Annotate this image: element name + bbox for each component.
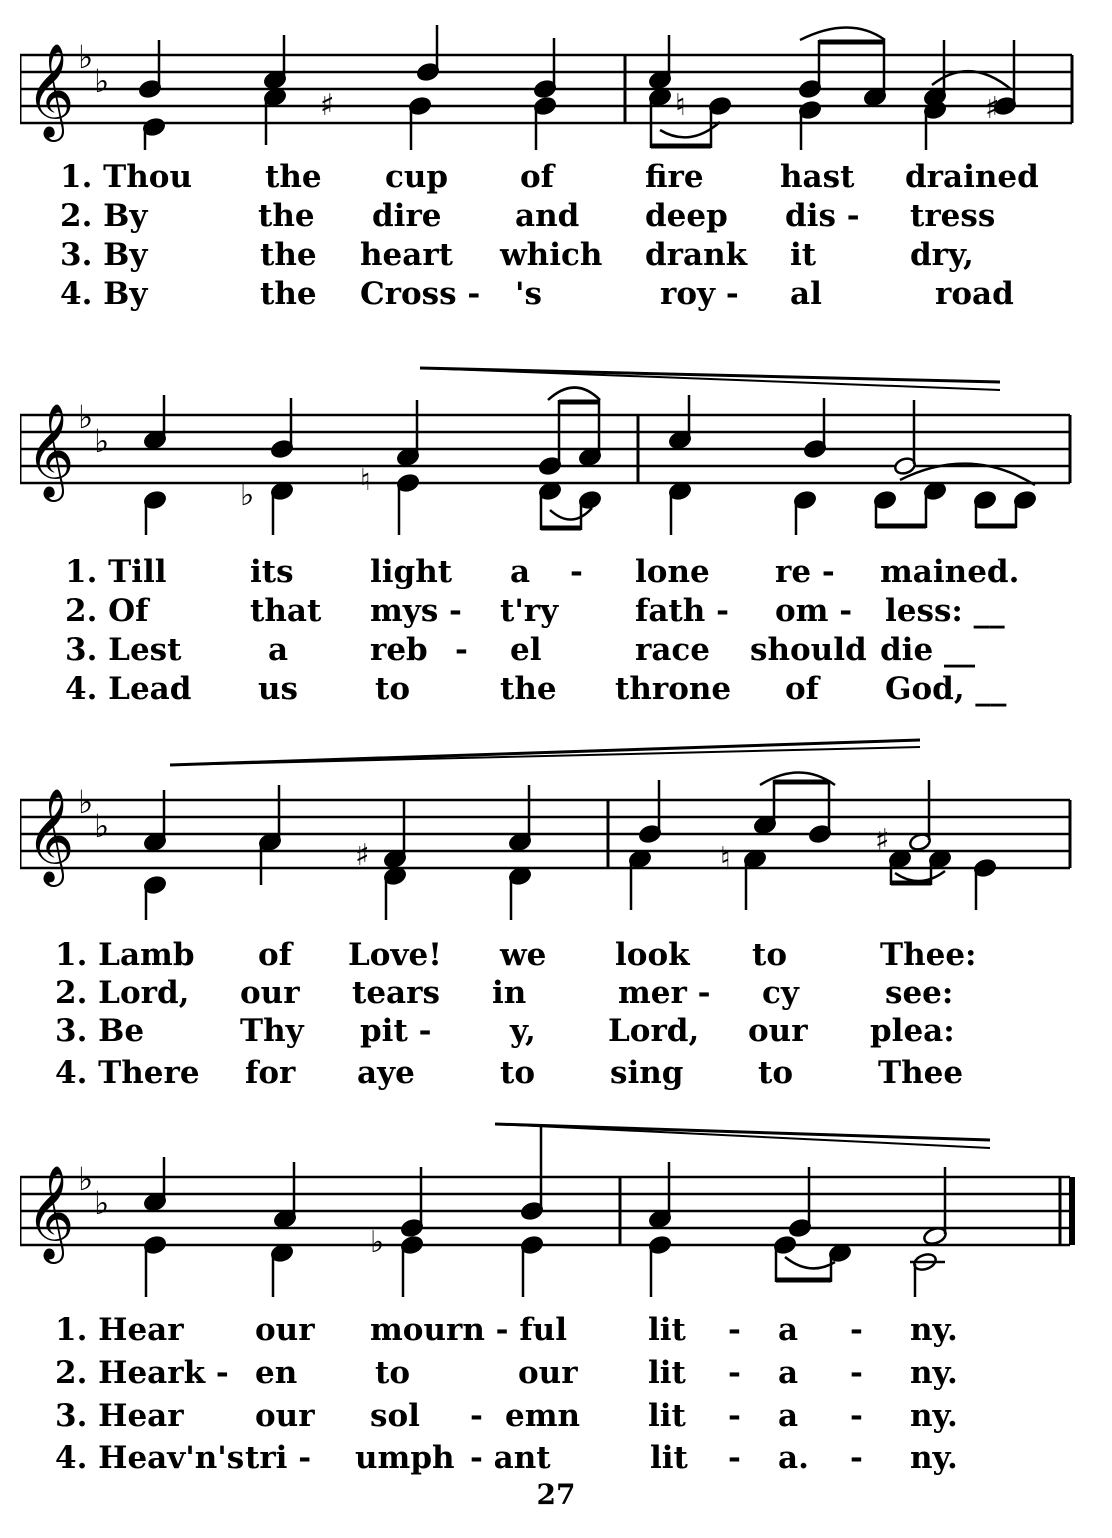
lyric-syllable: road: [935, 276, 1014, 312]
lyric-syllable: umph: [355, 1440, 455, 1476]
lyric-syllable: our: [255, 1312, 315, 1348]
lyric-syllable: 1. Till: [65, 554, 167, 590]
flat-icon: ♭: [78, 398, 94, 436]
verse-line-3: [0, 1011, 1112, 1051]
lyric-syllable: 2. Lord,: [55, 975, 190, 1011]
lyric-syllable: 4. Lead: [65, 671, 192, 707]
lyric-syllable: 's: [515, 276, 542, 312]
lyric-syllable: fire: [645, 159, 704, 195]
lyric-syllable: its: [250, 554, 294, 590]
lyric-syllable: -: [570, 554, 583, 590]
lyric-syllable: 1. Thou: [60, 159, 192, 195]
lyric-syllable: and: [515, 198, 580, 234]
lyric-syllable: -: [850, 1312, 863, 1348]
lyric-syllable: y,: [510, 1013, 536, 1049]
lyric-syllable: a: [510, 554, 531, 590]
lyric-syllable: tears: [352, 975, 440, 1011]
lyric-syllable: to: [500, 1055, 535, 1091]
lyric-syllable: of: [258, 937, 293, 973]
lyric-syllable: God, __: [885, 671, 1007, 707]
lyric-syllable: the: [258, 198, 315, 234]
lyric-syllable: of: [785, 671, 820, 707]
lyric-syllable: - ant: [470, 1440, 551, 1476]
lyric-syllable: 3. Hear: [55, 1398, 184, 1434]
verse-line-1: [0, 935, 1112, 975]
lyric-syllable: Thee: [878, 1055, 964, 1091]
lyric-syllable: look: [615, 937, 690, 973]
svg-text:♯: ♯: [355, 838, 370, 873]
lyric-syllable: 3. Be: [55, 1013, 145, 1049]
lyric-syllable: ny.: [910, 1398, 958, 1434]
staff-3: [20, 735, 1100, 920]
lyric-syllable: the: [260, 237, 317, 273]
flat-icon: ♭: [78, 1160, 94, 1198]
lyric-syllable: Lord,: [608, 1013, 700, 1049]
lyric-syllable: -: [728, 1398, 741, 1434]
lyric-syllable: a: [778, 1355, 799, 1391]
lyric-syllable: the: [260, 276, 317, 312]
staff-4: [20, 1112, 1100, 1312]
lyric-syllable: our: [255, 1398, 315, 1434]
lyric-syllable: tress: [910, 198, 996, 234]
lyric-syllable: en: [255, 1355, 298, 1391]
lyric-syllable: to: [375, 1355, 410, 1391]
lyric-syllable: mourn - ful: [370, 1312, 567, 1348]
lyric-syllable: for: [245, 1055, 296, 1091]
lyric-syllable: 4. There: [55, 1055, 200, 1091]
lyric-syllable: our: [240, 975, 300, 1011]
lyric-syllable: our: [518, 1355, 578, 1391]
lyric-syllable: Cross -: [360, 276, 481, 312]
lyric-syllable: the: [265, 159, 322, 195]
lyric-syllable: 4. Heav'n's: [55, 1440, 245, 1476]
lyric-syllable: us: [258, 671, 298, 707]
svg-text:♭: ♭: [240, 478, 255, 513]
verse-line-1: [0, 552, 1112, 592]
lyric-syllable: reb: [370, 632, 428, 668]
verse-line-4: [0, 1438, 1112, 1478]
lyric-syllable: a: [778, 1398, 799, 1434]
lyric-syllable: -: [470, 1398, 483, 1434]
lyric-syllable: aye: [357, 1055, 415, 1091]
verse-line-2: [0, 196, 1112, 236]
lyric-syllable: 1. Lamb: [55, 937, 195, 973]
flat-icon: ♭: [78, 783, 94, 821]
lyric-syllable: -: [455, 632, 468, 668]
staff-1: [20, 0, 1100, 150]
lyric-syllable: Thy: [240, 1013, 304, 1049]
lyric-syllable: our: [748, 1013, 808, 1049]
lyric-syllable: Thee:: [880, 937, 977, 973]
lyric-syllable: race: [635, 632, 711, 668]
lyric-syllable: the: [500, 671, 557, 707]
lyric-syllable: cup: [385, 159, 449, 195]
treble-clef-icon: 𝄞: [26, 403, 75, 498]
lyric-syllable: tri -: [245, 1440, 312, 1476]
lyric-syllable: lit: [648, 1312, 686, 1348]
lyric-syllable: hast: [780, 159, 855, 195]
page-number: 27: [536, 1478, 576, 1511]
lyric-syllable: lit: [648, 1355, 686, 1391]
svg-text:♮: ♮: [675, 88, 686, 123]
lyric-syllable: deep: [645, 198, 728, 234]
lyric-syllable: it: [790, 237, 817, 273]
lyric-syllable: mained.: [880, 554, 1020, 590]
lyric-syllable: to: [375, 671, 410, 707]
lyric-syllable: to: [758, 1055, 793, 1091]
lyric-syllable: throne: [615, 671, 732, 707]
lyric-syllable: light: [370, 554, 453, 590]
lyric-syllable: should: [750, 632, 867, 668]
lyric-syllable: lit: [648, 1398, 686, 1434]
svg-text:♭: ♭: [370, 1225, 385, 1260]
lyric-syllable: roy -: [660, 276, 739, 312]
lyric-syllable: a: [268, 632, 289, 668]
lyric-syllable: sol: [370, 1398, 420, 1434]
verse-line-2: [0, 973, 1112, 1013]
lyric-syllable: -: [728, 1440, 741, 1476]
lyric-syllable: -: [850, 1440, 863, 1476]
verse-line-4: [0, 274, 1112, 314]
lyric-syllable: -: [850, 1398, 863, 1434]
lyric-syllable: mys -: [370, 593, 462, 629]
lyric-syllable: 2. Heark -: [55, 1355, 229, 1391]
verse-line-4: [0, 1053, 1112, 1093]
flat-icon: ♭: [94, 807, 110, 845]
verse-line-3: [0, 630, 1112, 670]
lyric-syllable: plea:: [870, 1013, 955, 1049]
lyric-syllable: sing: [610, 1055, 684, 1091]
lyric-syllable: die __: [880, 632, 975, 668]
verse-line-2: [0, 1353, 1112, 1393]
lyric-syllable: which: [500, 237, 603, 273]
flat-icon: ♭: [94, 422, 110, 460]
lyric-syllable: dry,: [910, 237, 974, 273]
lyric-syllable: drank: [645, 237, 748, 273]
lyric-syllable: el: [510, 632, 542, 668]
lyric-syllable: see:: [885, 975, 954, 1011]
lyric-syllable: 2. Of: [65, 593, 149, 629]
lyric-syllable: in: [492, 975, 527, 1011]
lyric-syllable: 4. By: [60, 276, 148, 312]
lyric-syllable: 2. By: [60, 198, 148, 234]
lyric-syllable: ny.: [910, 1440, 958, 1476]
lyric-syllable: fath -: [635, 593, 729, 629]
lyric-syllable: that: [250, 593, 322, 629]
lyric-syllable: dis -: [785, 198, 860, 234]
lyric-syllable: dire: [372, 198, 442, 234]
lyric-syllable: 3. By: [60, 237, 148, 273]
lyric-syllable: to: [752, 937, 787, 973]
flat-icon: ♭: [94, 62, 110, 100]
lyric-syllable: Love!: [348, 937, 442, 973]
verse-line-2: [0, 591, 1112, 631]
verse-line-4: [0, 669, 1112, 709]
lyric-syllable: a.: [778, 1440, 809, 1476]
lyric-syllable: om -: [775, 593, 853, 629]
verse-line-3: [0, 235, 1112, 275]
lyric-syllable: heart: [360, 237, 453, 273]
lyric-syllable: 3. Lest: [65, 632, 182, 668]
svg-text:♮: ♮: [720, 841, 731, 876]
lyric-syllable: we: [500, 937, 547, 973]
lyric-syllable: a: [778, 1312, 799, 1348]
lyric-syllable: lone: [635, 554, 710, 590]
svg-text:♯: ♯: [985, 91, 1000, 126]
lyric-syllable: emn: [505, 1398, 581, 1434]
lyric-syllable: cy: [762, 975, 799, 1011]
lyric-syllable: mer -: [618, 975, 711, 1011]
lyric-syllable: re -: [775, 554, 835, 590]
lyric-syllable: t'ry: [500, 593, 559, 629]
lyric-syllable: less: __: [885, 593, 1005, 629]
lyric-syllable: lit: [650, 1440, 688, 1476]
verse-line-3: [0, 1396, 1112, 1436]
lyric-syllable: al: [790, 276, 822, 312]
svg-text:♯: ♯: [320, 88, 335, 123]
lyric-syllable: -: [728, 1312, 741, 1348]
verse-line-1: [0, 1310, 1112, 1350]
lyric-syllable: -: [728, 1355, 741, 1391]
treble-clef-icon: 𝄞: [26, 788, 75, 883]
lyric-syllable: ny.: [910, 1312, 958, 1348]
verse-line-1: [0, 157, 1112, 197]
treble-clef-icon: 𝄞: [26, 1165, 75, 1260]
lyric-syllable: -: [850, 1355, 863, 1391]
flat-icon: ♭: [78, 38, 94, 76]
lyric-syllable: pit -: [360, 1013, 432, 1049]
svg-text:♯: ♯: [875, 823, 890, 858]
lyric-syllable: of: [520, 159, 555, 195]
lyric-syllable: 1. Hear: [55, 1312, 184, 1348]
flat-icon: ♭: [94, 1184, 110, 1222]
svg-text:♮: ♮: [360, 463, 371, 498]
lyric-syllable: ny.: [910, 1355, 958, 1391]
staff-2: [20, 360, 1100, 540]
lyric-syllable: drained: [905, 159, 1039, 195]
treble-clef-icon: 𝄞: [26, 43, 75, 138]
